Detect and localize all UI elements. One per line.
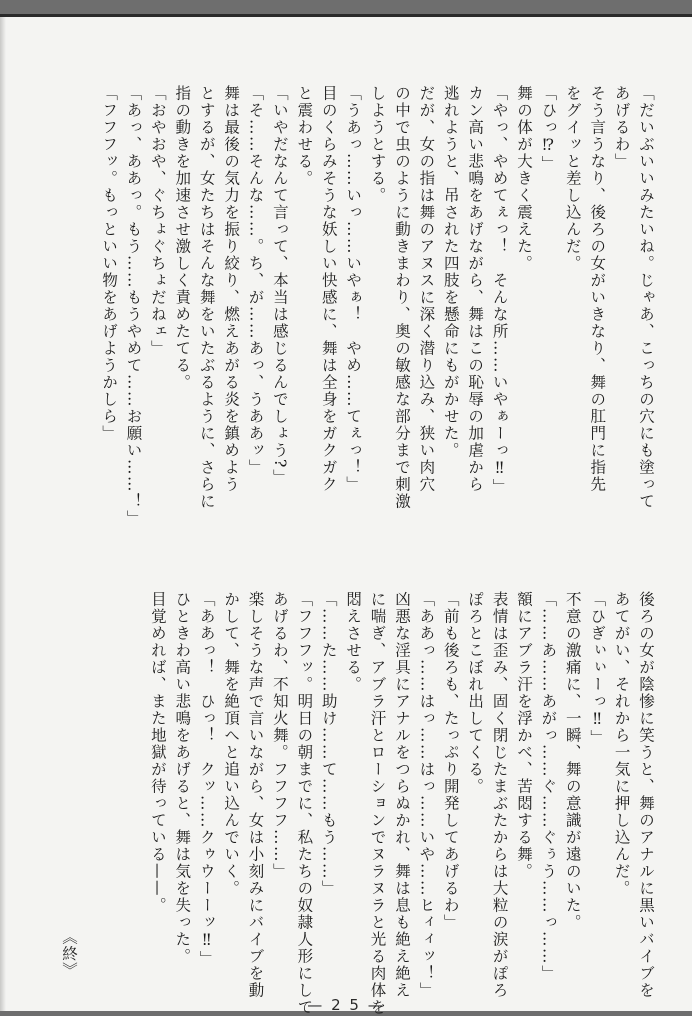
- upper-text-block: [97, 85, 658, 527]
- text-column: 後ろの女が陰惨に笑うと、舞のアナルに黒いバイブを: [637, 591, 655, 999]
- text-column: 額にアブラ汗を浮かべ、苦悶する舞。: [514, 591, 533, 880]
- text-column: しようとする。: [368, 85, 387, 204]
- text-column: そう言うなり、後ろの女がいきなり、舞の肛門に指先: [588, 85, 607, 493]
- text-column: 悶えさせる。: [344, 591, 363, 693]
- text-column: 逃れようと、吊された四肢を懸命にもがかせた。: [441, 85, 460, 459]
- text-column: ひときわ高い悲鳴をあげると、舞は気を失った。: [173, 591, 192, 965]
- text-column: あげるわ」: [612, 85, 631, 170]
- page-gutter-shadow: [0, 17, 6, 1011]
- text-column: をグイッと差し込んだ。: [563, 85, 582, 272]
- text-column: の中で虫のように動きまわり、奥の敏感な部分まで刺激: [392, 85, 411, 510]
- text-column: ぽろとこぼれ出してくる。: [466, 591, 485, 795]
- text-column: 「前も後ろも、たっぷり開発してあげるわ」: [441, 591, 460, 931]
- text-column: 「フフフッ。もっといい物をあげようかしら」: [100, 85, 119, 442]
- text-column: 「……あ……あがっ……ぐ……ぐぅう……っ……」: [539, 591, 558, 982]
- text-column: 「フフフッ。明日の朝までに、私たちの奴隷人形にして: [295, 591, 314, 1016]
- text-column: 「ひぎぃぃーっ‼」: [588, 591, 607, 747]
- text-column: だが、女の指は舞のアヌスに深く潜り込み、狭い肉穴: [417, 85, 436, 493]
- text-column: 「ひっ⁉」: [539, 85, 558, 173]
- text-column: 不意の激痛に、一瞬、舞の意識が遠のいた。: [563, 591, 582, 931]
- text-column: 目のくらみそうな妖しい快感に、舞は全身をガクガク: [319, 85, 338, 493]
- text-column: カン高い悲鳴をあげながら、舞はこの恥辱の加虐から: [466, 85, 485, 493]
- text-column: 「やっ、やめてぇっ！ そんな所……いやぁーっ‼」: [490, 85, 509, 496]
- text-column: あてがい、それから一気に押し込んだ。: [612, 591, 631, 897]
- text-column: と震わせる。: [295, 85, 314, 187]
- text-column: 「おやおや、ぐちょぐちょだねェ」: [148, 85, 167, 357]
- text-column: 楽しそうな声で言いながら、女は小刻みにバイブを動: [246, 591, 265, 999]
- text-column: とするが、女たちはそんな舞をいたぶるように、さらに: [197, 85, 216, 510]
- text-column: 「いやだなんて言って、本当は感じるんでしょう?」: [270, 85, 289, 486]
- text-column: 目覚めれば、また地獄が待っている——。: [148, 591, 167, 914]
- text-column: 「うあっ……いっ……いやぁ！ やめ……てぇっ！」: [344, 85, 363, 493]
- text-column: 「あっ、ああっ。もう……もうやめて……お願い……！」: [124, 85, 143, 527]
- text-column: 「だいぶいいみたいね。じゃあ、こっちの穴にも塗って: [637, 85, 655, 510]
- text-column: 表情は歪み、固く閉じたまぶたからは大粒の涙がぽろ: [490, 591, 509, 999]
- lower-text-block: [145, 591, 658, 1016]
- manuscript-page: [0, 14, 692, 1016]
- text-column: 舞は最後の気力を振り絞り、燃えあがる炎を鎮めよう: [222, 85, 241, 493]
- text-column: 「そ……そんな……。ち、が……あっ、うああッ」: [246, 85, 265, 476]
- text-column: 「……た……助け……て……もう……」: [319, 591, 338, 897]
- text-column: 「ああっ……はっ……はっ……いや……ヒィィッ！」: [417, 591, 436, 999]
- text-column: かして、舞を絶頂へと追い込んでいく。: [222, 591, 241, 897]
- text-column: あげるわ、不知火舞。フフフフ……」: [270, 591, 289, 880]
- page-number: — 2 5 —: [307, 996, 385, 1014]
- text-column: 指の動きを加速させ激しく責めたてる。: [173, 85, 192, 391]
- text-column: 凶悪な淫具にアナルをつらぬかれ、舞は息も絶え絶え: [392, 591, 411, 999]
- end-mark: 《終》: [60, 929, 78, 979]
- text-column: 「ああっ！ ひっ！ クッ……クゥウーーッ‼」: [197, 591, 216, 968]
- text-column: 舞の体が大きく震えた。: [514, 85, 533, 272]
- text-column: に喘ぎ、アブラ汗とローションでヌラヌラと光る肉体を: [368, 591, 387, 1016]
